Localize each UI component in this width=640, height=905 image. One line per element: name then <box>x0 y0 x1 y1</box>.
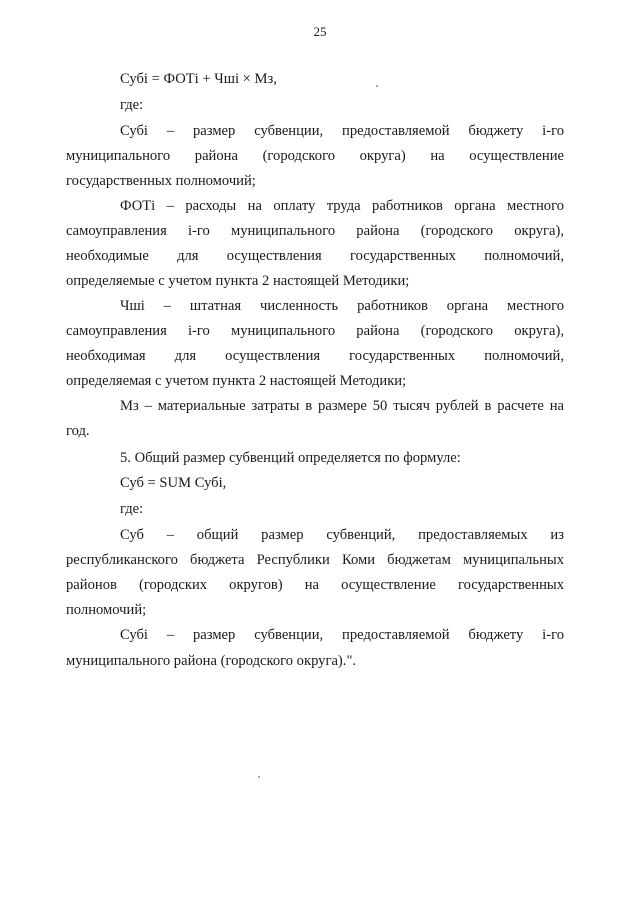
text-line: самоуправления і-го муниципального района (городского округа), <box>66 323 564 339</box>
text-line: Субі – размер субвенции, предоставляемой бюджету і-го <box>120 627 564 643</box>
scan-speck <box>258 776 260 778</box>
formula-line: Субі = ФОТі + Чші × Мз, <box>120 71 277 87</box>
text-line: Субі – размер субвенции, предоставляемой бюджету і-го <box>120 123 564 139</box>
text-line: 5. Общий размер субвенций определяется по формуле: <box>120 450 461 466</box>
text-line: необходимые для осуществления государственных полномочий, <box>66 248 564 264</box>
text-line: необходимая для осуществления государственных полномочий, <box>66 348 564 364</box>
formula-line: Суб = SUM Субі, <box>120 475 227 491</box>
text-line: где: <box>120 501 144 517</box>
page-number: 25 <box>313 24 327 39</box>
text-line: определяемая с учетом пункта 2 настоящей Методики; <box>66 373 407 389</box>
text-line: Мз – материальные затраты в размере 50 тысяч рублей в расчете на <box>120 398 564 414</box>
text-line: Чші – штатная численность работников органа местного <box>120 298 564 314</box>
text-line: ФОТі – расходы на оплату труда работников органа местного <box>120 198 564 214</box>
text-line: государственных полномочий; <box>66 173 256 189</box>
text-line: муниципального района (городского округа) на осуществление <box>66 148 564 164</box>
text-line: определяемые с учетом пункта 2 настоящей Методики; <box>66 273 410 289</box>
scan-speck <box>376 85 378 87</box>
text-line: муниципального района (городского округа).". <box>66 653 357 669</box>
text-line: самоуправления і-го муниципального района (городского округа), <box>66 223 564 239</box>
text-line: районов (городских округов) на осуществление государственных <box>66 577 564 593</box>
text-line: год. <box>66 423 90 439</box>
text-line: полномочий; <box>66 602 147 618</box>
text-line: Суб – общий размер субвенций, предоставляемых из <box>120 527 564 543</box>
text-line: где: <box>120 97 144 113</box>
text-line: республиканского бюджета Республики Коми бюджетам муниципальных <box>66 552 564 568</box>
